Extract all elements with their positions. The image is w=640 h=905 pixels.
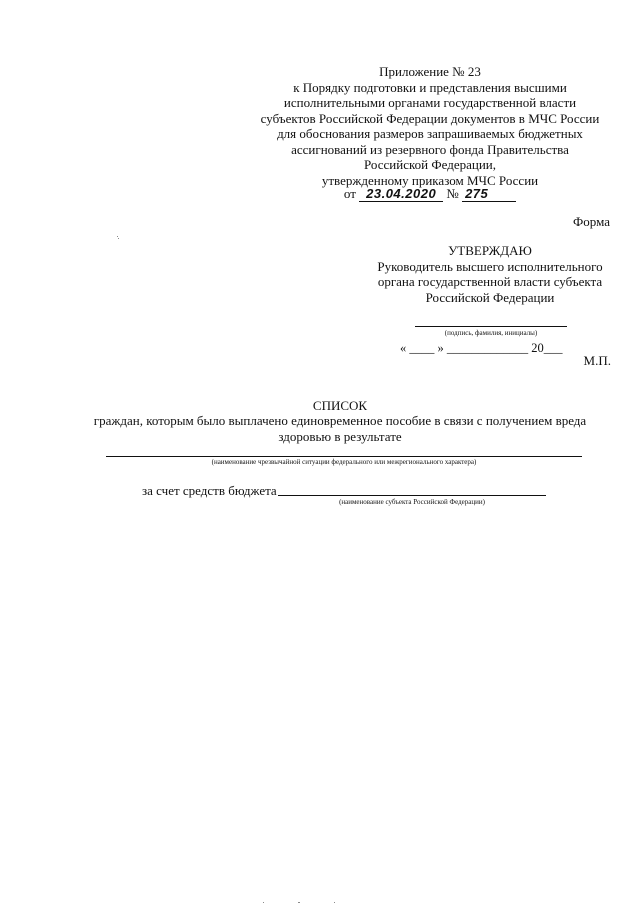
number-sign: № bbox=[446, 186, 459, 201]
annex-line: ассигнований из резервного фонда Правительства bbox=[291, 141, 569, 157]
list-subtitle bbox=[40, 413, 640, 444]
scan-speck bbox=[118, 238, 119, 239]
order-date-line bbox=[255, 186, 605, 202]
scan-speck bbox=[334, 902, 335, 903]
annex-line: к Порядку подготовки и представления высшими bbox=[293, 79, 567, 95]
budget-label: за счет средств бюджета bbox=[142, 483, 277, 498]
annex-line: субъектов Российской Федерации документов в МЧС России bbox=[260, 110, 600, 126]
approval-line: органа государственной власти субъекта bbox=[377, 274, 603, 289]
handwritten-date: 23.04.2020 bbox=[359, 187, 443, 202]
list-subtitle-line: здоровью в результате bbox=[278, 428, 402, 444]
annex-line: исполнительными органами государственной власти bbox=[283, 95, 577, 110]
approval-line: Руководитель высшего исполнительного bbox=[377, 258, 603, 274]
approval-date-blank: « ____ » _____________ 20___ bbox=[400, 341, 563, 355]
scan-speck bbox=[298, 902, 300, 903]
emergency-line bbox=[106, 456, 582, 457]
list-title: СПИСОК bbox=[312, 398, 368, 413]
signature-caption: (подпись, фамилия, инициалы) bbox=[444, 329, 538, 337]
approval-line: Российской Федерации bbox=[425, 289, 555, 305]
scan-speck bbox=[117, 236, 118, 237]
scan-speck bbox=[263, 902, 264, 903]
list-subtitle-line: граждан, которым было выплачено единовременное пособие в связи с получением вреда bbox=[93, 413, 587, 428]
emergency-caption: (наименование чрезвычайной ситуации федерального или межрегионального характера) bbox=[211, 458, 477, 466]
annex-line: для обоснования размеров запрашиваемых бюджетных bbox=[277, 126, 583, 141]
annex-header bbox=[255, 64, 605, 188]
date-prefix: от bbox=[343, 186, 356, 201]
signature-line bbox=[415, 326, 567, 327]
budget-line bbox=[278, 495, 546, 496]
annex-line: Российской Федерации, bbox=[364, 157, 496, 172]
approval-block bbox=[360, 243, 620, 305]
stamp-label: М.П. bbox=[583, 353, 611, 368]
handwritten-number: 275 bbox=[462, 187, 516, 202]
annex-line: Приложение № 23 bbox=[379, 64, 481, 79]
annex-line: утвержденному приказом МЧС России bbox=[321, 172, 539, 188]
approval-heading: УТВЕРЖДАЮ bbox=[448, 243, 532, 258]
budget-caption: (наименование субъекта Российской Федерации) bbox=[339, 498, 485, 506]
form-label: Форма bbox=[573, 214, 610, 229]
